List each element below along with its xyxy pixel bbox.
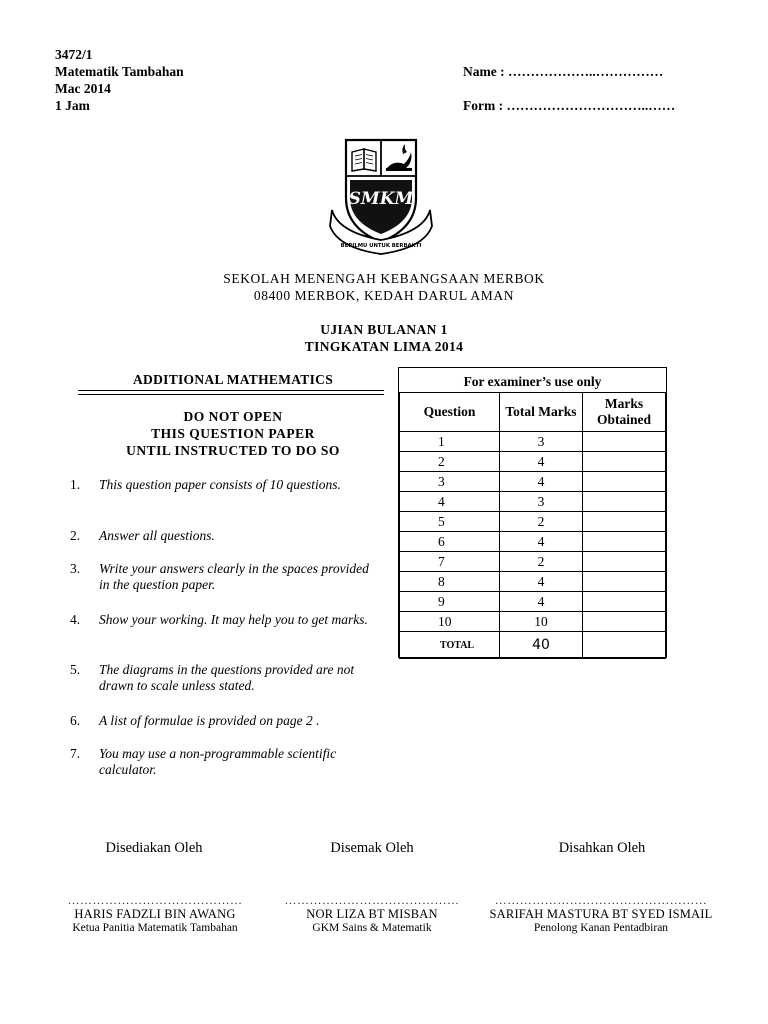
approver-role: Penolong Kanan Pentadbiran bbox=[533, 922, 669, 934]
school-address: 08400 MERBOK, KEDAH DARUL AMAN bbox=[253, 288, 515, 303]
instruction-text: This question paper consists of 10 questions. bbox=[99, 477, 341, 492]
total-row bbox=[400, 632, 666, 659]
total-marks-cell: 4 bbox=[500, 572, 583, 592]
marks-obtained-cell[interactable] bbox=[582, 552, 665, 572]
marks-obtained-cell[interactable] bbox=[582, 432, 665, 452]
total-marks-cell: 3 bbox=[500, 432, 583, 452]
marks-obtained-cell[interactable] bbox=[582, 532, 665, 552]
marks-obtained-cell[interactable] bbox=[582, 492, 665, 512]
question-number: 9 bbox=[400, 592, 500, 612]
total-marks-cell: 2 bbox=[500, 512, 583, 532]
subject-title: ADDITIONAL MATHEMATICS bbox=[133, 372, 333, 387]
crest-motto: BERILMU UNTUK BERBAKTI bbox=[340, 243, 422, 249]
total-obtained-cell[interactable] bbox=[582, 632, 665, 659]
prepared-by-label: Disediakan Oleh bbox=[105, 840, 203, 856]
exam-date: Mac 2014 bbox=[55, 81, 111, 96]
table-row bbox=[400, 472, 666, 492]
instruction-number: 2. bbox=[70, 528, 81, 543]
total-marks-cell: 10 bbox=[500, 612, 583, 632]
form-field[interactable]: Form : …………………………..…… bbox=[463, 98, 676, 113]
signature-line: …………………………………………… bbox=[494, 893, 708, 907]
signature-line: …………………………………… bbox=[67, 893, 243, 907]
preparer-name: HARIS FADZLI BIN AWANG bbox=[74, 907, 236, 921]
table-row bbox=[400, 492, 666, 512]
approved-by-label: Disahkan Oleh bbox=[558, 840, 646, 856]
instruction-text: Show your working. It may help you to get marks. bbox=[99, 612, 368, 627]
total-marks-cell: 4 bbox=[500, 532, 583, 552]
checker-name: NOR LIZA BT MISBAN bbox=[306, 907, 438, 921]
instruction-number: 1. bbox=[70, 477, 81, 492]
table-row bbox=[400, 452, 666, 472]
table-row bbox=[400, 552, 666, 572]
question-number: 8 bbox=[400, 572, 500, 592]
examiner-table bbox=[398, 367, 667, 658]
examiner-table-caption: For examiner’s use only bbox=[463, 374, 602, 389]
question-number: 7 bbox=[400, 552, 500, 572]
instruction-number: 7. bbox=[70, 746, 81, 761]
question-number: 2 bbox=[400, 452, 500, 472]
table-row bbox=[400, 512, 666, 532]
warning-line: UNTIL INSTRUCTED TO DO SO bbox=[126, 443, 340, 458]
duration: 1 Jam bbox=[55, 98, 90, 113]
total-marks-cell: 3 bbox=[500, 492, 583, 512]
name-field[interactable]: Name : ………………..…………… bbox=[463, 64, 664, 79]
table-row bbox=[400, 612, 666, 632]
instruction-text: The diagrams in the questions provided are not drawn to scale unless stated. bbox=[99, 662, 355, 693]
approver-name: SARIFAH MASTURA BT SYED ISMAIL bbox=[489, 907, 713, 921]
instruction-number: 3. bbox=[70, 561, 81, 576]
checker-role: GKM Sains & Matematik bbox=[312, 922, 432, 934]
paper-code: 3472/1 bbox=[55, 47, 93, 62]
total-label: TOTAL bbox=[400, 632, 500, 659]
question-number: 5 bbox=[400, 512, 500, 532]
title-underline bbox=[78, 390, 384, 391]
table-row bbox=[400, 572, 666, 592]
warning-line: DO NOT OPEN bbox=[183, 409, 283, 424]
crest-monogram: SMKM bbox=[348, 189, 414, 209]
question-number: 4 bbox=[400, 492, 500, 512]
total-marks-cell: 4 bbox=[500, 592, 583, 612]
subject-malay: Matematik Tambahan bbox=[55, 64, 184, 79]
instruction-number: 4. bbox=[70, 612, 81, 627]
question-number: 3 bbox=[400, 472, 500, 492]
checked-by-label: Disemak Oleh bbox=[330, 840, 414, 856]
instruction-text: A list of formulae is provided on page 2 . bbox=[99, 713, 320, 728]
warning-line: THIS QUESTION PAPER bbox=[151, 426, 315, 441]
table-row bbox=[400, 432, 666, 452]
instruction-text: Answer all questions. bbox=[99, 528, 215, 543]
instruction-number: 5. bbox=[70, 662, 81, 677]
marks-grid bbox=[399, 392, 666, 659]
marks-obtained-cell[interactable] bbox=[582, 512, 665, 532]
exam-title: UJIAN BULANAN 1 bbox=[320, 322, 448, 337]
question-number: 1 bbox=[400, 432, 500, 452]
instruction-number: 6. bbox=[70, 713, 81, 728]
table-row bbox=[400, 592, 666, 612]
total-marks-cell: 4 bbox=[500, 452, 583, 472]
school-crest-logo bbox=[328, 136, 434, 258]
marks-obtained-cell[interactable] bbox=[582, 592, 665, 612]
marks-obtained-cell[interactable] bbox=[582, 572, 665, 592]
instruction-text: You may use a non-programmable scientific calculator. bbox=[99, 746, 337, 777]
title-underline-thin bbox=[78, 394, 384, 395]
total-value: 40 bbox=[500, 632, 583, 659]
total-marks-cell: 2 bbox=[500, 552, 583, 572]
column-header-question: Question bbox=[400, 393, 500, 432]
question-number: 6 bbox=[400, 532, 500, 552]
instruction-text: Write your answers clearly in the spaces provided in the question paper. bbox=[99, 561, 369, 592]
column-header-marks-obtained: Marks Obtained bbox=[582, 393, 665, 432]
marks-obtained-cell[interactable] bbox=[582, 452, 665, 472]
exam-level: TINGKATAN LIMA 2014 bbox=[304, 339, 464, 354]
question-number: 10 bbox=[400, 612, 500, 632]
signature-line: …………………………………… bbox=[284, 893, 460, 907]
table-header-row bbox=[400, 393, 666, 432]
column-header-total-marks: Total Marks bbox=[500, 393, 583, 432]
school-name: SEKOLAH MENENGAH KEBANGSAAN MERBOK bbox=[223, 271, 545, 286]
table-row bbox=[400, 532, 666, 552]
marks-obtained-cell[interactable] bbox=[582, 612, 665, 632]
marks-obtained-cell[interactable] bbox=[582, 472, 665, 492]
total-marks-cell: 4 bbox=[500, 472, 583, 492]
preparer-role: Ketua Panitia Matematik Tambahan bbox=[72, 922, 238, 934]
